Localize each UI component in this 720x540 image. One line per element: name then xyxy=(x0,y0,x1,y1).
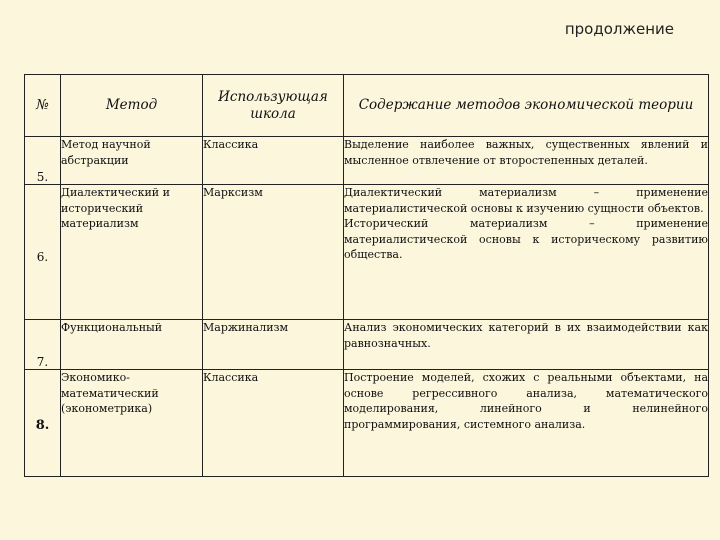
header-method: Метод xyxy=(61,75,203,137)
table-row xyxy=(25,370,709,477)
row-content xyxy=(344,185,709,320)
row-method: Функциональный xyxy=(61,320,203,370)
content-paragraph: Построение моделей, схожих с реальными объектами, на основе регрессивного анализа, математического моделирования, линейного и нелинейного программирования, системного анализа. xyxy=(344,371,708,431)
header-content: Содержание методов экономической теории xyxy=(344,75,709,137)
row-method: Диалектический и исторический материализм xyxy=(61,185,203,320)
row-content xyxy=(344,320,709,370)
row-school: Маржинализм xyxy=(203,320,344,370)
row-school: Классика xyxy=(203,137,344,185)
row-number: 7. xyxy=(25,320,61,370)
content-paragraph: Диалектический материализм – применение материалистической основы к изучению сущности объектов. xyxy=(344,186,708,215)
row-number: 8. xyxy=(25,370,61,477)
row-school: Марксизм xyxy=(203,185,344,320)
header-number: № xyxy=(25,75,61,137)
table-header-row xyxy=(25,75,709,137)
table-row xyxy=(25,137,709,185)
row-school: Классика xyxy=(203,370,344,477)
content-paragraph: Анализ экономических категорий в их взаимодействии как равнозначных. xyxy=(344,321,708,350)
row-method: Экономико-математический (эконометрика) xyxy=(61,370,203,477)
row-content xyxy=(344,370,709,477)
continuation-label: продолжение xyxy=(564,20,674,38)
table-row xyxy=(25,320,709,370)
content-paragraph: Выделение наиболее важных, существенных явлений и мысленное отвлечение от второстепенных деталей. xyxy=(344,138,708,167)
row-method: Метод научной абстракции xyxy=(61,137,203,185)
methods-table xyxy=(24,74,709,477)
row-number: 6. xyxy=(25,185,61,320)
row-content xyxy=(344,137,709,185)
header-school: Использующая школа xyxy=(203,75,344,137)
table-row xyxy=(25,185,709,320)
content-paragraph: Исторический материализм – применение материалистической основы к историческому развитию общества. xyxy=(344,217,708,262)
row-number: 5. xyxy=(25,137,61,185)
